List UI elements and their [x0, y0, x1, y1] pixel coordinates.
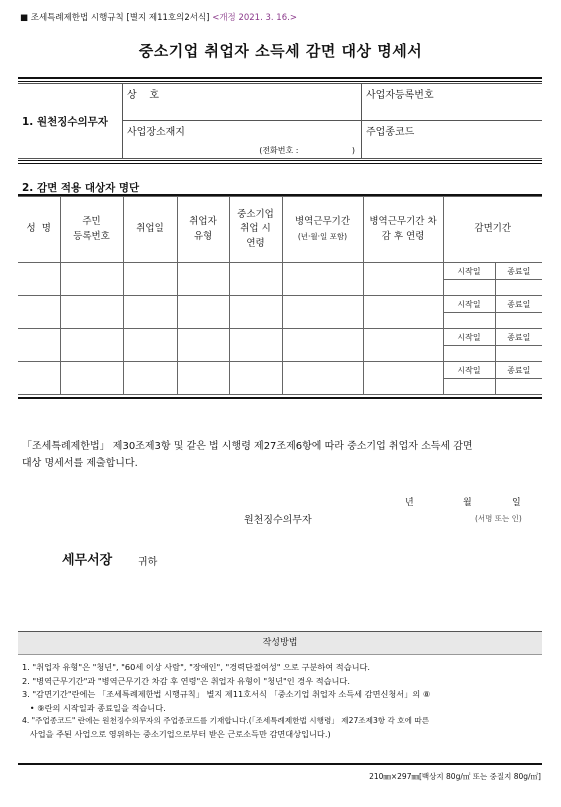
start-date-label: 시작일: [443, 362, 495, 379]
top-rule: [18, 77, 542, 79]
end-date-label: 종료일: [495, 296, 542, 313]
instructions-box: [18, 631, 542, 745]
tax-office-label: 세무서장: [62, 553, 113, 568]
hire-date-cell[interactable]: [123, 296, 177, 329]
hire-date-cell[interactable]: [123, 263, 177, 296]
col-age-after-military: [363, 197, 443, 263]
bottom-rule: [18, 763, 542, 765]
biz-reg-no-field[interactable]: [362, 84, 543, 121]
age-cell[interactable]: [229, 296, 282, 329]
age-after-cell[interactable]: [363, 329, 443, 362]
military-cell[interactable]: [282, 263, 363, 296]
age-after-cell[interactable]: [363, 296, 443, 329]
type-cell[interactable]: [177, 362, 229, 395]
end-date-field[interactable]: [495, 346, 542, 362]
month-label: 월: [463, 498, 472, 508]
recipient-table: [18, 196, 542, 395]
day-label: 일: [512, 498, 521, 508]
section-rule: [18, 160, 542, 161]
col-resident-no-text: 주민 등록번호: [73, 216, 110, 242]
age-cell[interactable]: [229, 329, 282, 362]
resident-no-cell[interactable]: [60, 329, 123, 362]
addressee-suffix: 귀하: [138, 557, 158, 568]
year-label: 년: [405, 498, 414, 508]
table-bottom-rule: [18, 397, 542, 399]
end-date-field[interactable]: [495, 280, 542, 296]
start-date-label: 시작일: [443, 263, 495, 280]
form-ref-text: 조세특례제한법 시행규칙 [별지 제11호의2서식]: [30, 13, 210, 23]
biz-reg-no-label: 사업자등록번호: [366, 90, 434, 101]
page-title: 중소기업 취업자 소득세 감면 대상 명세서: [138, 42, 423, 60]
instruction-item: 사업을 주된 사업으로 영위하는 중소기업으로부터 받은 근로소득만 감면대상입니다.): [22, 728, 331, 739]
paper-spec: 210㎜×297㎜[백상지 80g/㎡ 또는 중질지 80g/㎡]: [369, 772, 541, 781]
section2-label: 2. 감면 적용 대상자 명단: [22, 182, 140, 194]
table-row: [18, 329, 542, 346]
header-row: [18, 197, 542, 263]
type-cell[interactable]: [177, 296, 229, 329]
age-cell[interactable]: [229, 263, 282, 296]
declaration-line-1: 「조세특례제한법」 제30조제3항 및 같은 법 시행령 제27조제6항에 따라 중소기업 취업자 소득세 감면: [22, 441, 473, 452]
col-age-at-hire: [229, 197, 282, 263]
main-code-label: 주업종코드: [366, 127, 415, 138]
start-date-field[interactable]: [443, 280, 495, 296]
col-age-at-hire-text: 중소기업 취업 시 연령: [237, 209, 274, 249]
workplace-label: 사업장소재지: [127, 127, 185, 138]
name-cell[interactable]: [18, 329, 60, 362]
withholder-label: 1. 원천징수의무자: [18, 84, 123, 159]
instructions-heading: 작성방법: [18, 632, 542, 655]
military-cell[interactable]: [282, 362, 363, 395]
col-type-text: 취업자 유형: [189, 216, 217, 242]
start-date-label: 시작일: [443, 329, 495, 346]
instruction-item: 1. "취업자 유형"은 "청년", "60세 이상 사람", "장애인", "경력단절여성" 으로 구분하여 적습니다.: [22, 662, 371, 672]
military-cell[interactable]: [282, 329, 363, 362]
hire-date-cell[interactable]: [123, 329, 177, 362]
start-date-field[interactable]: [443, 346, 495, 362]
col-period: [443, 197, 542, 263]
type-cell[interactable]: [177, 329, 229, 362]
col-military: [282, 197, 363, 263]
declaration-line-2: 대상 명세서를 제출합니다.: [22, 458, 138, 469]
col-name: [18, 197, 60, 263]
col-hire-date: [123, 197, 177, 263]
col-military-sub: (년·월·일 포함): [297, 231, 348, 241]
declaration: [22, 438, 542, 472]
name-cell[interactable]: [18, 296, 60, 329]
start-date-field[interactable]: [443, 379, 495, 395]
section-rule-2: [18, 163, 542, 164]
start-date-label: 시작일: [443, 296, 495, 313]
type-cell[interactable]: [177, 263, 229, 296]
end-date-label: 종료일: [495, 263, 542, 280]
table-row: [18, 296, 542, 313]
main-code-field[interactable]: [362, 121, 543, 159]
col-age-after-military-text: 병역근무기간 차 감 후 연령: [369, 216, 437, 242]
end-date-field[interactable]: [495, 313, 542, 329]
square-marker-icon: ■: [20, 13, 29, 23]
col-period-text: 감면기간: [474, 223, 512, 235]
resident-no-cell[interactable]: [60, 296, 123, 329]
col-resident-no: [60, 197, 123, 263]
instruction-item: 2. "병역근무기간"과 "병역근무기간 차감 후 연령"은 취업자 유형이 "청년"인 경우 적습니다.: [22, 675, 350, 686]
col-type: [177, 197, 229, 263]
age-after-cell[interactable]: [363, 263, 443, 296]
table-row: [18, 362, 542, 379]
withholder-signer: 원천징수의무자: [244, 515, 312, 526]
col-military-text: 병역근무기간: [294, 216, 351, 228]
start-date-field[interactable]: [443, 313, 495, 329]
instruction-item: 4. "주업종코드" 란에는 원천징수의무자의 주업종코드를 기재합니다.(「조세특례제한법 시행령」 제27조제3항 각 호에 따른: [22, 716, 430, 726]
withholder-table: [18, 83, 542, 159]
top-rule-thin: [18, 81, 542, 82]
age-after-cell[interactable]: [363, 362, 443, 395]
amendment-date: <개정 2021. 3. 16.>: [212, 13, 297, 23]
hire-date-cell[interactable]: [123, 362, 177, 395]
table-row: [18, 263, 542, 280]
sign-note: (서명 또는 인): [475, 514, 522, 523]
instruction-item: 3. "감면기간"란에는 「조세특례제한법 시행규칙」 별지 제11호서식 「중소기업 취업자 소득세 감면신청서」의 ⑧: [22, 689, 431, 700]
workplace-field[interactable]: [123, 121, 362, 159]
end-date-label: 종료일: [495, 329, 542, 346]
phone-label: (전화번호 : ): [259, 146, 355, 155]
end-date-field[interactable]: [495, 379, 542, 395]
col-name-text: 성 명: [26, 223, 51, 235]
name-cell[interactable]: [18, 263, 60, 296]
col-hire-date-text: 취업일: [136, 223, 164, 235]
trade-name-field[interactable]: [123, 84, 362, 121]
resident-no-cell[interactable]: [60, 263, 123, 296]
end-date-label: 종료일: [495, 362, 542, 379]
instructions-list: [18, 655, 542, 745]
name-cell[interactable]: [18, 362, 60, 395]
age-cell[interactable]: [229, 362, 282, 395]
resident-no-cell[interactable]: [60, 362, 123, 395]
trade-name-label: 상 호: [127, 90, 160, 101]
military-cell[interactable]: [282, 296, 363, 329]
instruction-item: • ⑨란의 시작일과 종료일을 적습니다.: [22, 702, 166, 713]
form-reference: [20, 11, 297, 23]
